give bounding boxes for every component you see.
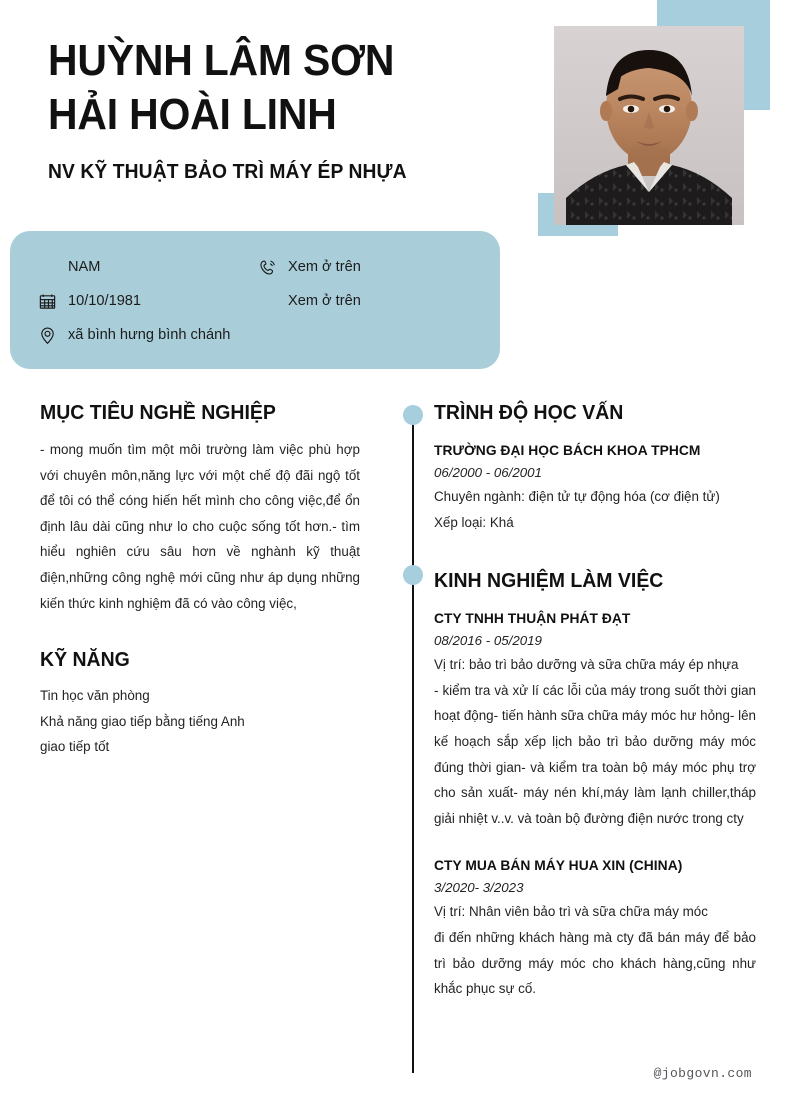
contact-row-phone: [258, 250, 488, 284]
phone-icon: [258, 258, 277, 277]
skill-item: giao tiếp tốt: [40, 739, 110, 755]
full-name-line-2: HẢI HOÀI LINH: [48, 90, 337, 139]
contact-row-email: [258, 284, 488, 318]
experience-entry: [434, 855, 756, 1001]
skill-item: Tin học văn phòng: [40, 688, 150, 704]
cv-header: [0, 0, 790, 250]
experience-position: Vị trí: Nhân viên bảo trì và sữa chữa máy móc: [434, 904, 708, 920]
contact-column-left: [38, 250, 278, 352]
contact-birthdate-text: 10/10/1981: [68, 292, 142, 309]
education-grade: Xếp loại: Khá: [434, 514, 514, 530]
education-entry: [434, 440, 756, 535]
experience-position: Vị trí: bảo trì bảo dưỡng và sữa chữa máy ép nhựa: [434, 657, 739, 673]
objective-text: - mong muốn tìm một môi trường làm việc phù hợp với chuyên môn,năng lực với một chế độ đãi ngộ tốt để tôi có thể cóng hiến hết mình cho công việc,để ổn định lâu dài cũng như lo cho cuộc sống tốt hơn.- tìm hiểu nghiên cứu sâu hơn về nghành kỹ thuật điện,những công nghệ mới cũng như áp dụng những kiến thức kinh nghiệm đã có vào công việc,: [40, 442, 360, 611]
experience-dates: 3/2020- 3/2023: [434, 880, 524, 896]
experience-company: CTY MUA BÁN MÁY HUA XIN (CHINA): [434, 858, 683, 874]
experience-company: CTY TNHH THUẬN PHÁT ĐẠT: [434, 611, 631, 627]
experience-entry: [434, 608, 756, 831]
timeline-dot-education: [403, 405, 423, 425]
contact-email-text: Xem ở trên: [288, 292, 361, 309]
contact-phone-text: Xem ở trên: [288, 258, 361, 275]
section-heading-objective: MỤC TIÊU NGHỀ NGHIỆP: [40, 401, 276, 424]
calendar-icon: [38, 292, 57, 311]
full-name-line-1: HUỲNH LÂM SƠN: [48, 36, 395, 85]
skills-list: [40, 683, 360, 760]
section-heading-experience: KINH NGHIỆM LÀM VIỆC: [434, 569, 664, 593]
education-dates: 06/2000 - 06/2001: [434, 465, 542, 480]
profile-photo: [554, 26, 744, 225]
section-heading-education: TRÌNH ĐỘ HỌC VẤN: [434, 401, 624, 424]
contact-address-text: xã bình hưng bình chánh: [68, 326, 231, 343]
contact-box: [10, 231, 500, 369]
watermark: @jobgovn.com: [653, 1066, 752, 1081]
section-heading-skills: KỸ NĂNG: [40, 648, 130, 672]
contact-row-gender: [38, 250, 278, 284]
experience-description: - kiểm tra và xử lí các lỗi của máy trong suốt thời gian hoạt động- tiến hành sữa chữa máy móc hư hỏng- lên kế hoạch sắp xếp lịch bảo trì bảo dưỡng máy móc đúng thời gian- và kiểm tra toàn bộ máy móc phụ trợ cho sản xuất- máy nén khí,máy làm lạnh chiller,tháp giải nhiệt v..v. và toàn bộ đường điện nước trong cty: [434, 682, 756, 826]
timeline-dot-experience: [403, 565, 423, 585]
education-major: Chuyên ngành: điện tử tự động hóa (cơ điện tử): [434, 489, 720, 504]
contact-row-birthdate: [38, 284, 278, 318]
experience-dates: 08/2016 - 05/2019: [434, 633, 542, 649]
right-column: [434, 400, 756, 1002]
job-title: NV KỸ THUẬT BẢO TRÌ MÁY ÉP NHỰA: [48, 160, 407, 183]
skill-item: Khả năng giao tiếp bằng tiếng Anh: [40, 713, 245, 729]
location-pin-icon: [38, 326, 57, 345]
contact-gender-text: NAM: [68, 258, 101, 275]
education-institution: TRƯỜNG ĐẠI HỌC BÁCH KHOA TPHCM: [434, 443, 701, 458]
left-column: [40, 400, 360, 760]
name-block: [48, 34, 518, 185]
contact-column-right: [258, 250, 488, 318]
experience-description: đi đến những khách hàng mà cty đã bán máy để bảo trì bảo dưỡng máy móc cho khách hàng,cũng như khắc phục sự cố.: [434, 929, 756, 997]
contact-row-address: [38, 318, 278, 352]
timeline-vertical-line: [412, 422, 414, 1073]
